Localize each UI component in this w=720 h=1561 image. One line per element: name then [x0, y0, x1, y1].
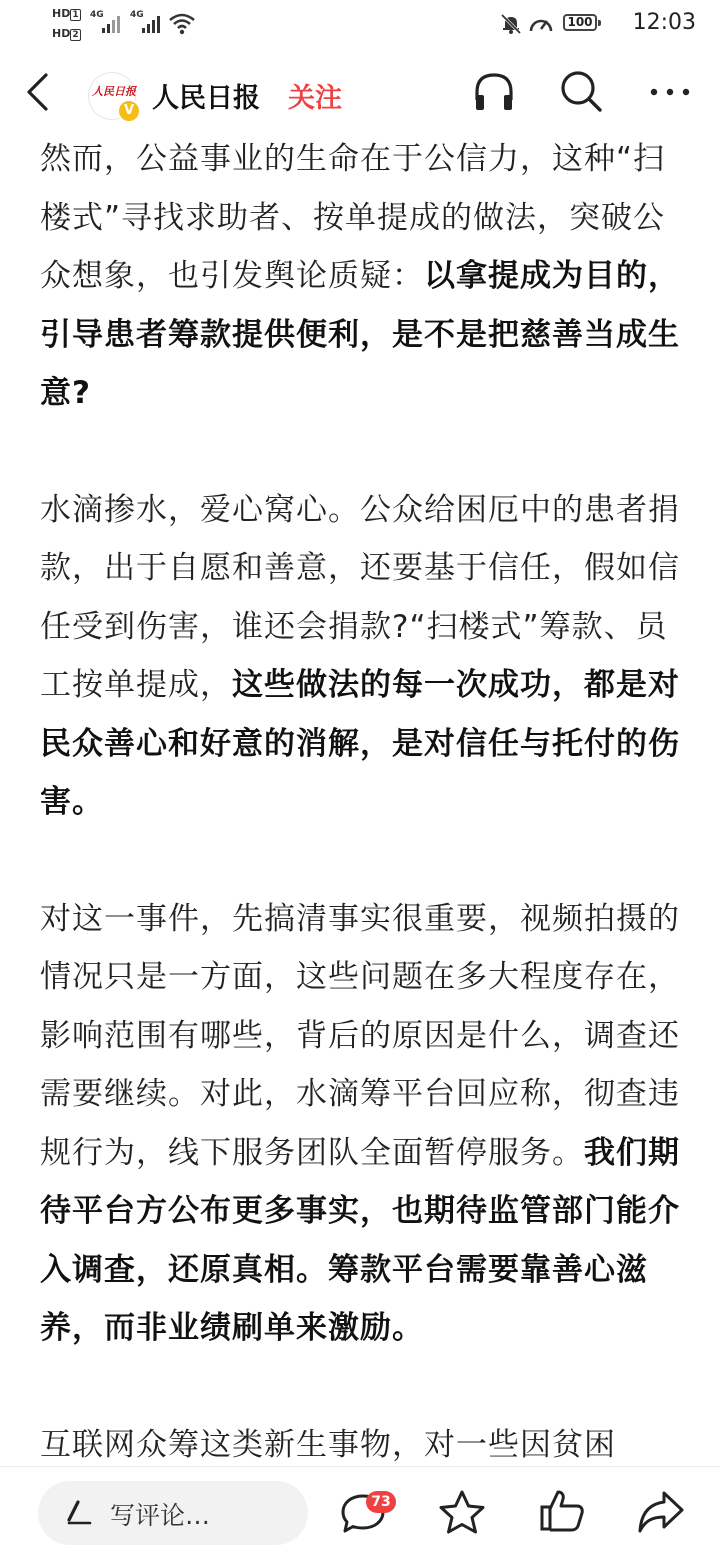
comment-count-badge: 73: [366, 1491, 396, 1513]
hd1-label: HD: [52, 7, 71, 20]
thumbs-up-icon[interactable]: [538, 1487, 586, 1535]
paragraph-bold-text: 以拿提成为目的，引导患者筹款提供便利，是不是把慈善当成生意?: [40, 258, 680, 411]
paragraph: [40, 481, 684, 832]
paragraph-text: 对这一事件，先搞清事实很重要，视频拍摄的情况只是一方面，这些问题在多大程度存在，影响范围有哪些，背后的原因是什么，调查还需要继续。对此，水滴筹平台回应称，彻查违规行为，线下服务团队全面暂停服务。: [40, 900, 680, 1171]
network-2-label: 4G: [130, 10, 144, 20]
hd-indicator-2: [52, 28, 81, 41]
avatar[interactable]: [88, 72, 136, 120]
pen-icon: [64, 1499, 92, 1527]
hd-indicator-1: [52, 8, 81, 21]
mute-icon: [499, 12, 523, 36]
clock: 12:03: [632, 10, 696, 35]
follow-button[interactable]: 关注: [288, 83, 342, 114]
hd2-slot: 2: [72, 30, 79, 40]
headphones-icon[interactable]: [472, 70, 516, 114]
verified-badge: V: [117, 99, 141, 123]
paragraph: [40, 890, 684, 1358]
hd1-slot: 1: [72, 10, 79, 20]
avatar-logo: 人民日报: [92, 85, 136, 98]
back-arrow-icon[interactable]: [24, 72, 52, 112]
more-icon[interactable]: [648, 86, 692, 98]
wifi-icon: [168, 12, 196, 36]
article-body: [40, 130, 684, 1532]
paragraph-text: 然而，公益事业的生命在于公信力，这种“扫楼式”寻找求助者、按单提成的做法，突破公众想象，也引发舆论质疑：: [40, 141, 666, 294]
star-icon[interactable]: [437, 1489, 487, 1537]
comment-input[interactable]: [38, 1481, 308, 1545]
status-bar: [0, 0, 720, 48]
paragraph-bold-text: 我们期待平台方公布更多事实，也期待监管部门能介入调查，还原真相。筹款平台需要靠善心滋养，而非业绩刷单来激励。: [40, 1134, 680, 1346]
paragraph: [40, 130, 684, 423]
speed-icon: [528, 12, 554, 36]
share-icon[interactable]: [636, 1489, 686, 1535]
paragraph-text: 水滴掺水，爱心窝心。公众给困厄中的患者捐款，出于自愿和善意，还要基于信任，假如信任受到伤害，谁还会捐款?“扫楼式”筹款、员工按单提成，: [40, 491, 680, 703]
bottom-bar: [0, 1466, 720, 1561]
channel-name[interactable]: 人民日报: [152, 83, 260, 114]
paragraph-text: 互联网众筹这类新生事物，对一些因贫困: [40, 1426, 616, 1463]
battery-icon: 100: [563, 14, 597, 31]
search-icon[interactable]: [558, 68, 604, 114]
hd2-label: HD: [52, 27, 71, 40]
comment-placeholder: 写评论…: [110, 1501, 211, 1530]
network-1-label: 4G: [90, 10, 104, 20]
paragraph-bold-text: 这些做法的每一次成功，都是对民众善心和好意的消解，是对信任与托付的伤害。: [40, 667, 680, 820]
